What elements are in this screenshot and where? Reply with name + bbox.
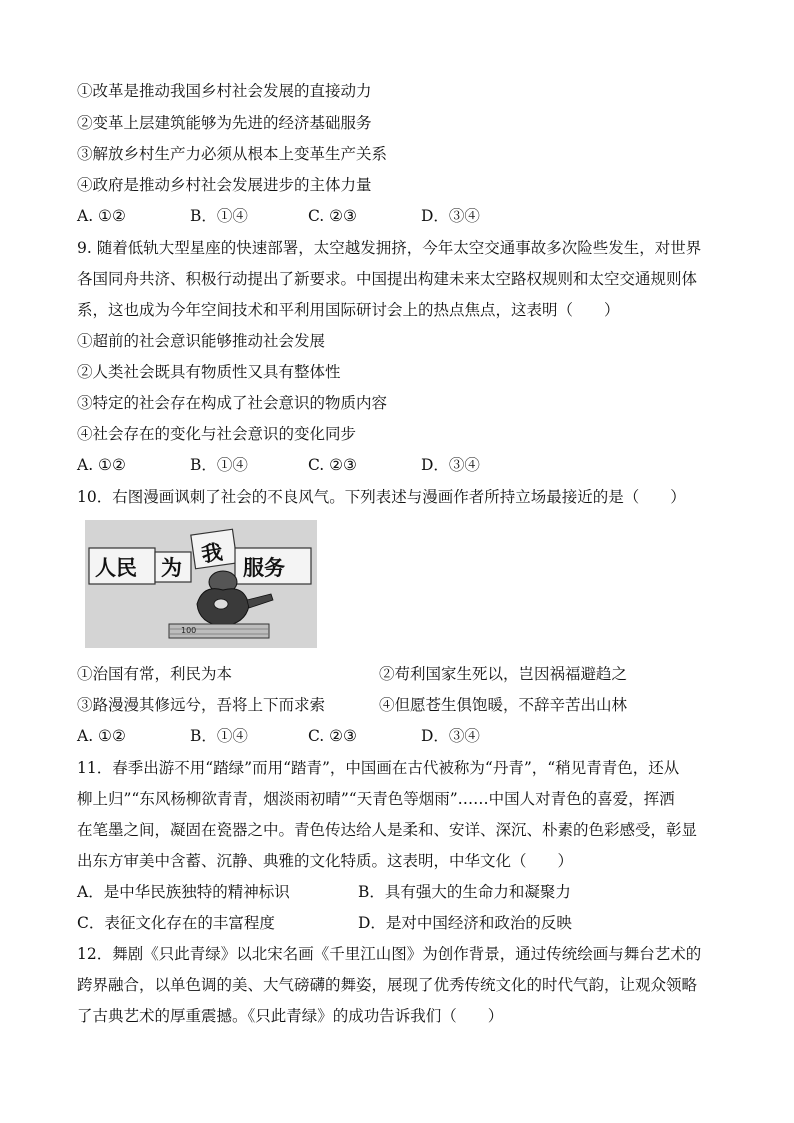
q9-stem-line-1: 9. 随着低轨大型星座的快速部署，太空越发拥挤，今年太空交通事故多次险些发生，对世界 [77,239,702,257]
q10-stem: 10．右图漫画讽刺了社会的不良风气。下列表述与漫画作者所持立场最接近的是（ ） [77,488,686,506]
q12-stem-line-1: 12．舞剧《只此青绿》以北宋名画《千里江山图》为创作背景，通过传统绘画与舞台艺术的 [77,945,702,963]
q10-statements-row-2 [77,694,727,716]
q10-statements-row-1 [77,663,727,685]
q9-option-b: B．①④ [190,456,248,474]
q10-statement-4: ④但愿苍生俱饱暖，不辞辛苦出山林 [379,696,628,714]
q8-option-d: D．③④ [421,207,480,225]
q8-statement-4: ④政府是推动乡村社会发展进步的主体力量 [77,176,372,194]
q10-option-d: D．③④ [421,727,480,745]
q8-option-b: B．①④ [190,207,248,225]
q9-option-c: C. ②③ [308,456,357,474]
q11-option-a: A．是中华民族独特的精神标识 [77,883,290,901]
money-label: 100 [181,626,197,635]
q11-stem-line-3: 在笔墨之间，凝固在瓷器之中。青色传达给人是柔和、安详、深沉、朴素的色彩感受，彰显 [77,821,698,839]
q11-stem-line-2: 柳上归”“东风杨柳欲青青，烟淡雨初晴”“天青色等烟雨”……中国人对青色的喜爱，挥洒 [77,790,675,808]
q8-option-a: A. ①② [77,207,126,225]
q9-statement-3: ③特定的社会存在构成了社会意识的物质内容 [77,394,388,412]
banner-text-me: 我 [200,539,225,567]
q9-statement-4: ④社会存在的变化与社会意识的变化同步 [77,425,357,443]
q11-options-row-2 [77,912,727,934]
q10-option-c: C. ②③ [308,727,357,745]
q11-option-d: D．是对中国经济和政治的反映 [358,914,572,932]
banner-text-for: 为 [161,556,182,580]
figure-badge [214,599,228,609]
q10-statement-1: ①治国有常，利民为本 [77,665,233,683]
q10-statement-3: ③路漫漫其修远兮，吾将上下而求索 [77,696,326,714]
q12-stem-line-2: 跨界融合，以单色调的美、大气磅礴的舞姿，展现了优秀传统文化的时代气韵，让观众领略 [77,976,698,994]
q8-statement-2: ②变革上层建筑能够为先进的经济基础服务 [77,114,372,132]
q10-statement-2: ②苟利国家生死以，岂因祸福避趋之 [379,665,628,683]
q9-option-d: D．③④ [421,456,480,474]
cartoon-image [85,520,317,648]
q12-stem-line-3: 了古典艺术的厚重震撼。《只此青绿》的成功告诉我们（ ） [77,1007,504,1025]
q9-statement-1: ①超前的社会意识能够推动社会发展 [77,332,326,350]
banner-text-people: 人民 [95,556,137,580]
q9-stem-line-3: 系，这也成为今年空间技术和平利用国际研讨会上的热点焦点，这表明（ ） [77,301,620,319]
q11-option-b: B．具有强大的生命力和凝聚力 [358,883,571,901]
q9-statement-2: ②人类社会既具有物质性又具有整体性 [77,363,341,381]
q8-statement-1: ①改革是推动我国乡村社会发展的直接动力 [77,82,372,100]
q10-option-b: B．①④ [190,727,248,745]
q8-option-c: C. ②③ [308,207,357,225]
q11-stem-line-4: 出东方审美中含蓄、沉静、典雅的文化特质。这表明，中华文化（ ） [77,852,574,870]
q10-option-a: A. ①② [77,727,126,745]
q9-option-a: A. ①② [77,456,126,474]
cartoon-drawing [85,520,317,648]
q11-stem-line-1: 11．春季出游不用“踏绿”而用“踏青”，中国画在古代被称为“丹青”，“稍见青青色，还从 [77,759,680,777]
q11-option-c: C．表征文化存在的丰富程度 [77,914,275,932]
banner-text-serve: 服务 [243,556,285,580]
q9-stem-line-2: 各国同舟共济、积极行动提出了新要求。中国提出构建未来太空路权规则和太空交通规则体 [77,270,698,288]
q8-statement-3: ③解放乡村生产力必须从根本上变革生产关系 [77,145,388,163]
q11-options-row-1 [77,881,727,903]
